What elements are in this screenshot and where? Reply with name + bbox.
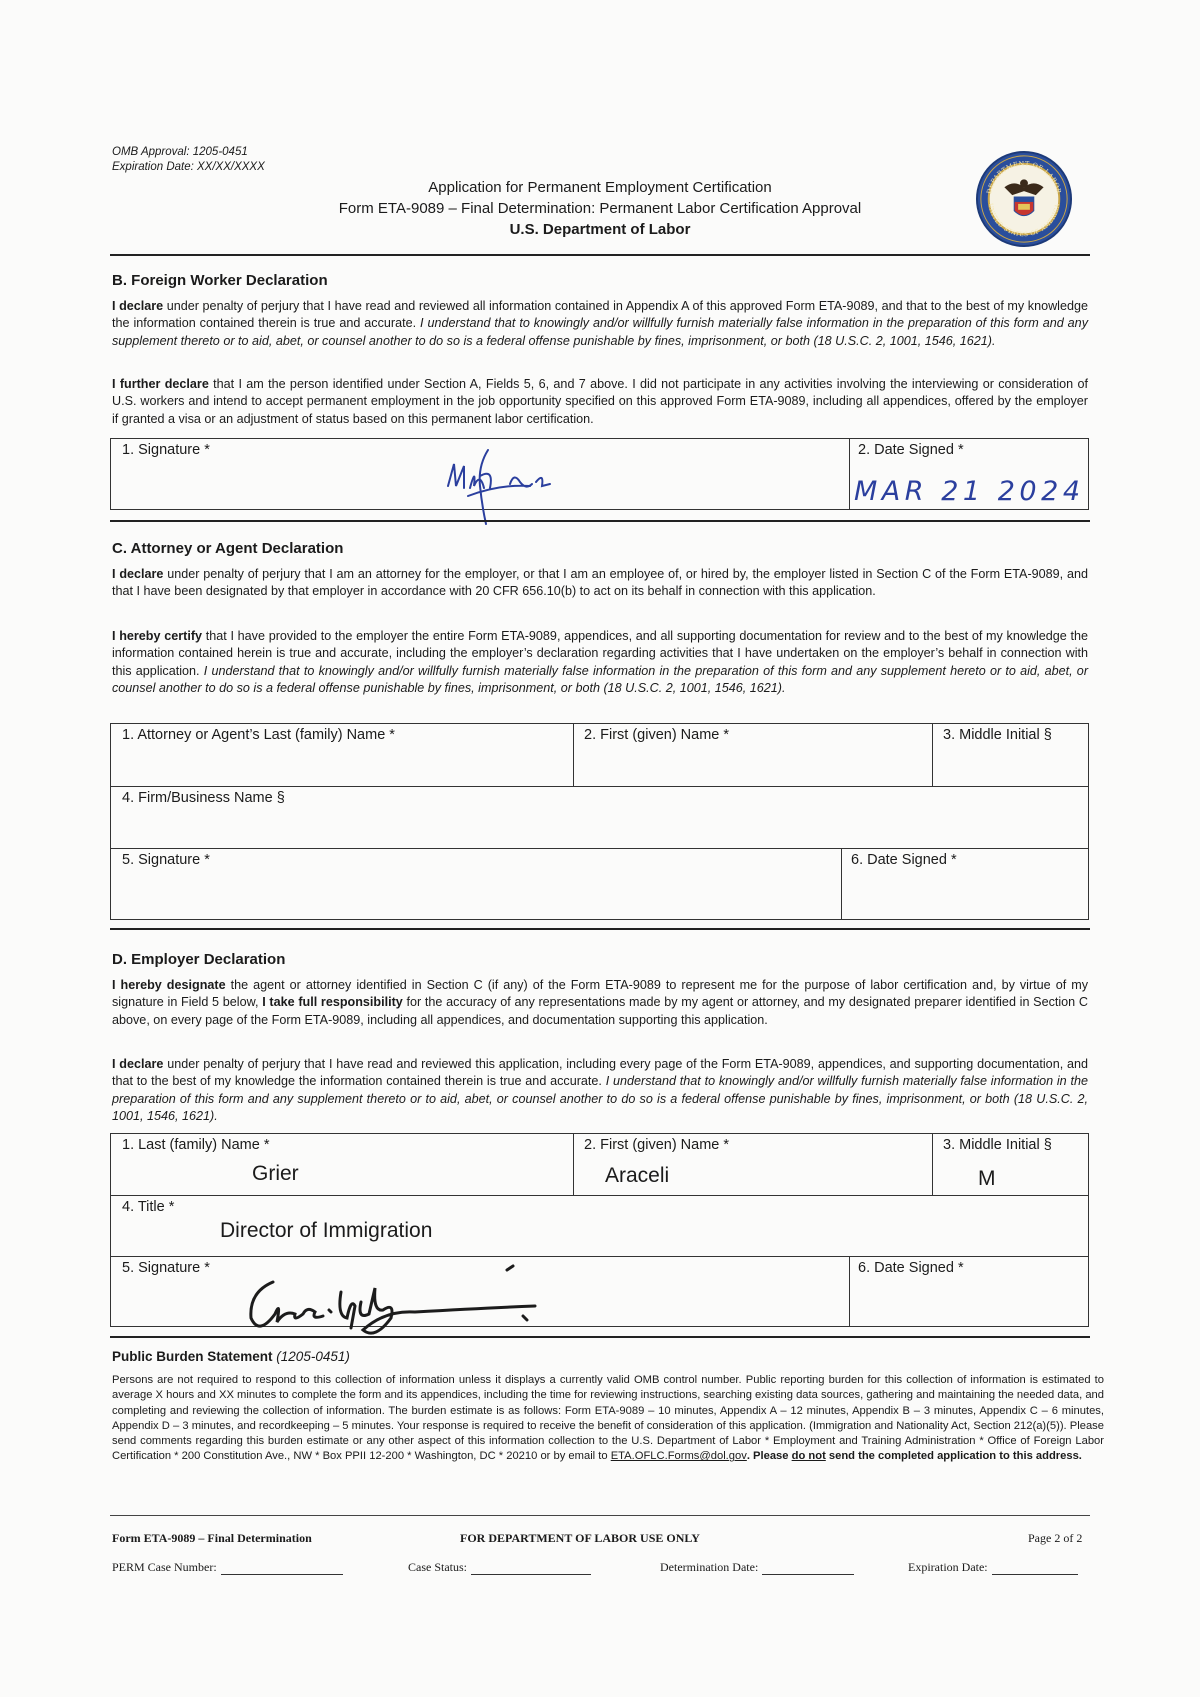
worker-signature-image[interactable] (440, 446, 560, 526)
employer-date-label: 6. Date Signed * (858, 1260, 964, 1276)
burden-text: Persons are not required to respond to this collection of information unless it displays a currently valid OMB control number. Public reporting burden for this collection of information is estimated to average X hours and XX minutes to complete the form and its appendices, including the time for reviewing instructions, searching existing data sources, gathering and maintaining the needed data, and completing and reviewing the collection of information. The burden estimate is as follows: Form ETA-9089 – 10 minutes, Appendix A – 12 minutes, Appendix B – 3 minutes, Appendix C – 6 minutes, Appendix D – 3 minutes, and recordkeeping – 5 minutes. Your response is required to receive the benefit of consideration of this application. (Immigration and Nationality Act, Section 212(a)(5)). Please send comments regarding this burden estimate or any other aspect of this information collection to the U.S. Department of Labor * Employment and Training Administration * Office of Foreign Labor Certification * 200 Constitution Ave., NW * Box PPII 12-200 * Washington, DC * 20210 or by email to ETA.OFLC.Forms@dol.gov. Please do not send the completed application to this address. (112, 1374, 1104, 1463)
dol-seal-icon (975, 150, 1073, 248)
section-b-para1: I declare under penalty of perjury that I have read and reviewed all information contained in Appendix A of this approved Form ETA-9089, and that to the best of my knowledge the information contained therein is true and accurate. I understand that to knowingly and/or willfully furnish materially false information in the preparation of this form and any supplement thereto or to aid, abet, or counsel another to do so is a federal offense punishable by fines, imprisonment, or both (18 U.S.C. 2, 1001, 1546, 1621). (112, 299, 1088, 348)
section-c-title: C. Attorney or Agent Declaration (112, 540, 344, 557)
perm-case-number-line[interactable] (221, 1562, 343, 1575)
header-rule (110, 254, 1090, 256)
employer-last-name-value[interactable]: Grier (252, 1162, 299, 1185)
employer-middle-initial-label: 3. Middle Initial § (943, 1137, 1052, 1153)
case-status-line[interactable] (471, 1562, 591, 1575)
section-d-para1: I hereby designate the agent or attorney identified in Section C (if any) of the Form ETA-9089 to represent me for the purpose of labor certification and, by virtue of my signature in Field 5 below, I take full responsibility for the accuracy of any representations made by my agent or attorney, and my designated preparer identified in Section C above, on every page of the Form ETA-9089, including all appendices, and documentation supporting this application. (112, 978, 1088, 1027)
omb-approval: OMB Approval: 1205-0451 (112, 146, 248, 158)
footer-determination-field: Determination Date: (660, 1560, 854, 1575)
footer-page-number: Page 2 of 2 (1028, 1531, 1083, 1545)
footer-expiration-field: Expiration Date: (908, 1560, 1078, 1575)
header-line2: Form ETA-9089 – Final Determination: Permanent Labor Certification Approval (338, 200, 862, 217)
section-b-title: B. Foreign Worker Declaration (112, 272, 328, 289)
svg-text:MAR 21 2024: MAR 21 2024 (854, 476, 1080, 507)
worker-date-label: 2. Date Signed * (858, 442, 964, 458)
form-header (270, 177, 930, 240)
footer-rule (110, 1515, 1090, 1516)
footer-perm-field: PERM Case Number: (112, 1560, 343, 1575)
expiration-date-line[interactable] (992, 1562, 1078, 1575)
employer-title-value[interactable]: Director of Immigration (220, 1219, 433, 1242)
attorney-signature-label: 5. Signature * (122, 852, 210, 868)
employer-middle-initial-value[interactable]: M (978, 1167, 996, 1190)
attorney-firm-label: 4. Firm/Business Name § (122, 790, 285, 806)
attorney-date-label: 6. Date Signed * (851, 852, 957, 868)
section-c-para2: I hereby certify that I have provided to the employer the entire Form ETA-9089, appendices, and all supporting documentation for review and to the best of my knowledge the information contained herein is true and accurate, including the employer’s declaration regarding activities that I have undertaken on the employer’s behalf in connection with this application. I understand that to knowingly and/or willfully furnish materially false information in the preparation of this form and any supplement hereto or to aid, abet, or counsel another to do so is a federal offense punishable by fines, imprisonment, or both (18 U.S.C. 2, 1001, 1546, 1621). (112, 629, 1089, 696)
footer-dol-use: FOR DEPARTMENT OF LABOR USE ONLY (460, 1531, 700, 1545)
section-c-para1: I declare under penalty of perjury that I am an attorney for the employer, or that I am an employee of, or hired by, the employer listed in Section C of the Form ETA-9089, and that I have been designated by that employer in accordance with 20 CFR 656.10(b) to act on its behalf in connection with this application. (112, 567, 1088, 599)
attorney-last-name-label: 1. Attorney or Agent’s Last (family) Name * (122, 727, 395, 743)
seal-text-top: DEPARTMENT OF LABOR (985, 159, 1063, 195)
determination-date-line[interactable] (762, 1562, 854, 1575)
omb-expiration: Expiration Date: XX/XX/XXXX (112, 161, 265, 173)
employer-title-label: 4. Title * (122, 1199, 175, 1215)
worker-date-value (852, 470, 1084, 508)
footer-form-name: Form ETA-9089 – Final Determination (112, 1531, 312, 1545)
employer-first-name-label: 2. First (given) Name * (584, 1137, 730, 1153)
header-line1: Application for Permanent Employment Certification (428, 179, 772, 196)
footer-status-field: Case Status: (408, 1560, 591, 1575)
section-c-rule (110, 928, 1090, 930)
burden-title: Public Burden Statement (1205-0451) (112, 1349, 350, 1364)
attorney-first-name-label: 2. First (given) Name * (584, 727, 730, 743)
section-d-rule (110, 1336, 1090, 1338)
attorney-middle-initial-label: 3. Middle Initial § (943, 727, 1052, 743)
section-d-title: D. Employer Declaration (112, 951, 286, 968)
worker-signature-label: 1. Signature * (122, 442, 210, 458)
employer-signature-label: 5. Signature * (122, 1260, 210, 1276)
omb-info (112, 145, 265, 175)
section-d-para2: I declare under penalty of perjury that I have read and reviewed this application, including every page of the Form ETA-9089, appendices, and supporting documentation, and that to the best of my knowledge the information contained therein is true and accurate. I understand that to knowingly and/or willfully furnish materially false information in the preparation of this form and any supplement thereto or to aid, abet, or counsel another to do so is a federal offense punishable by fines, imprisonment, or both (18 U.S.C. 2, 1001, 1546, 1621). (112, 1057, 1088, 1124)
employer-first-name-value[interactable]: Araceli (605, 1164, 670, 1187)
header-line3: U.S. Department of Labor (509, 221, 691, 238)
section-b-para2: I further declare that I am the person identified under Section A, Fields 5, 6, and 7 above. I did not participate in any activities involving the interviewing or consideration of U.S. workers and intend to accept permanent employment in the job opportunity specified on this approved Form ETA-9089, including all appendices, offered by the employer if granted a visa or an adjustment of status based on this permanent labor certification. (112, 377, 1088, 426)
employer-last-name-label: 1. Last (family) Name * (122, 1137, 270, 1153)
section-b-rule (110, 520, 1090, 522)
seal-text-bottom: UNITED STATES OF AMERICA (986, 202, 1062, 239)
burden-email-link[interactable]: ETA.OFLC.Forms@dol.gov (610, 1450, 747, 1463)
employer-signature-image[interactable] (245, 1262, 575, 1340)
